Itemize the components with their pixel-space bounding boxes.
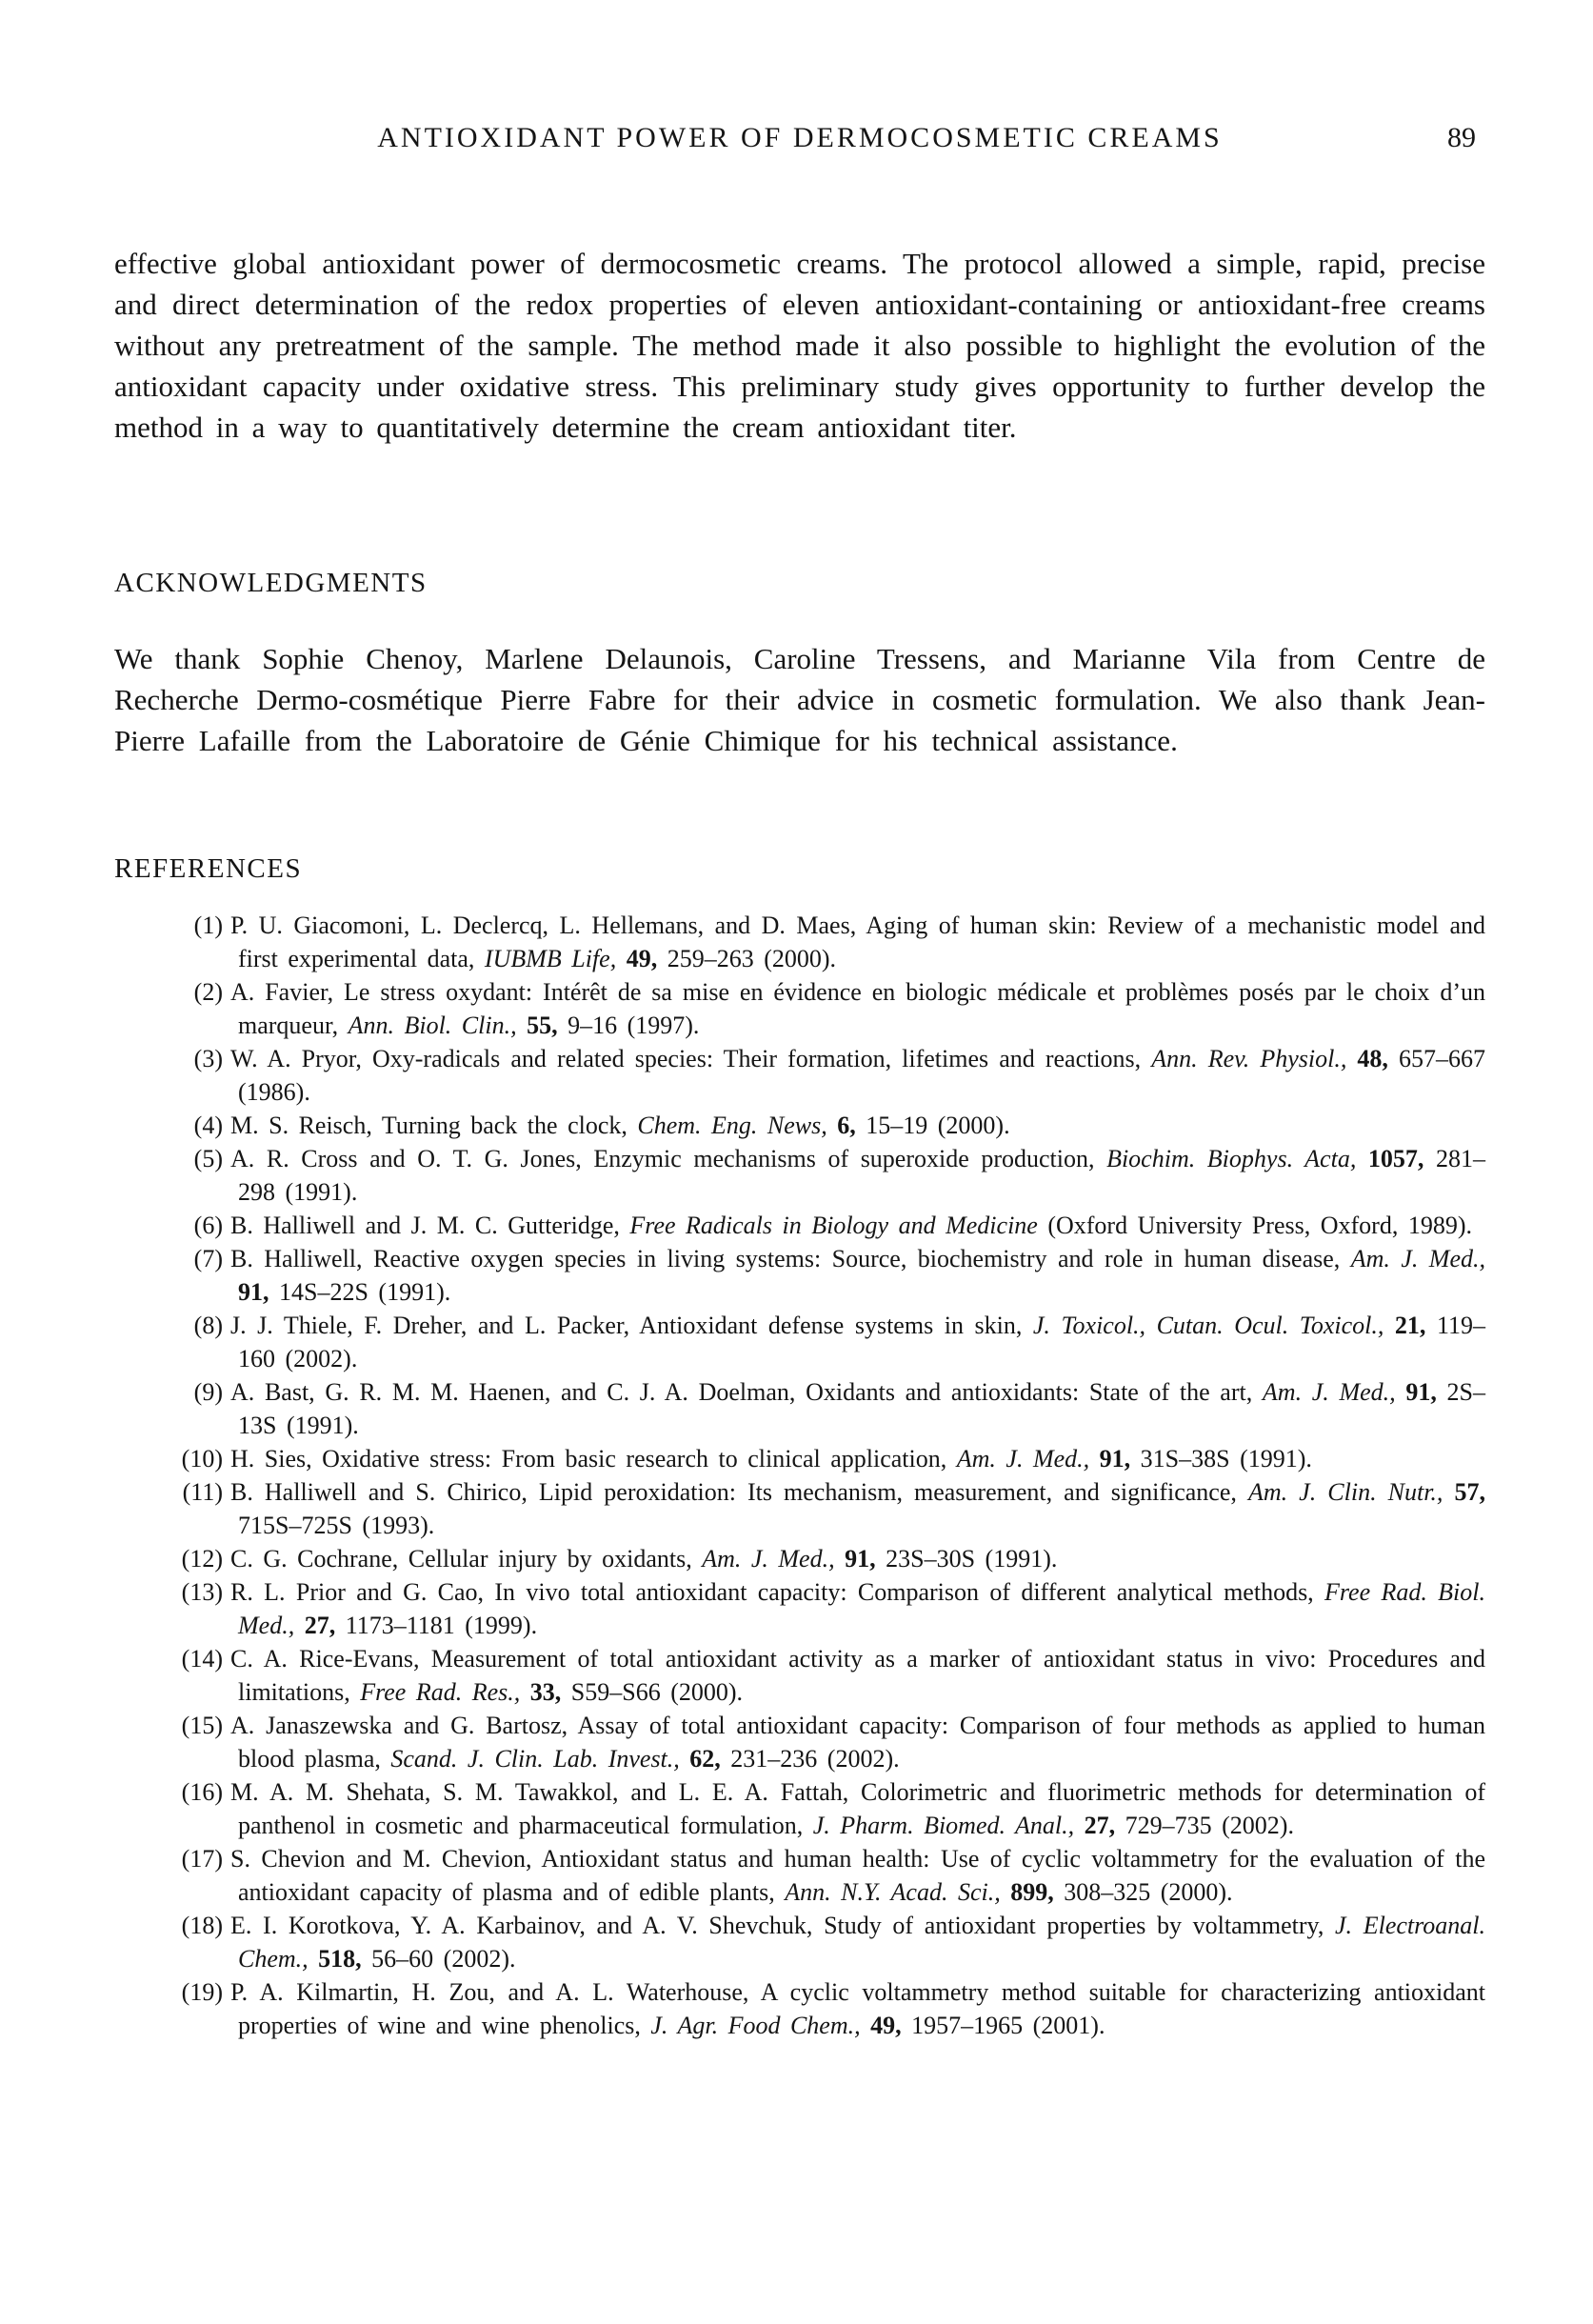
running-head — [114, 122, 1485, 154]
intro-paragraph: effective global antioxidant power of dermocosmetic creams. The protocol allowed a simple, rapid, precise and direct determination of the redox properties of eleven antioxidant-containing or antioxidant-free creams without any pretreatment of the sample. The method made it also possible to highlight the evolution of the antioxidant capacity under oxidative stress. This preliminary study gives opportunity to further develop the method in a way to quantitatively determine the cream antioxidant titer. — [114, 247, 1485, 444]
reference-item — [114, 1575, 1485, 1642]
acknowledgments-paragraph: We thank Sophie Chenoy, Marlene Delaunois, Caroline Tressens, and Marianne Vila from Centre de Recherche Dermo-cosmétique Pierre Fabre for their advice in cosmetic formulation. We also thank Jean-Pierre Lafaille from the Laboratoire de Génie Chimique for his technical assistance. — [114, 642, 1485, 757]
reference-item — [114, 1109, 1485, 1142]
reference-text: R. L. Prior and G. Cao, In vivo total antioxidant capacity: Comparison of different analytical methods, Free Rad. Biol. Med., 27, 1173–1181 (1999). — [230, 1578, 1485, 1639]
reference-item — [114, 1375, 1485, 1442]
reference-text: J. J. Thiele, F. Dreher, and L. Packer, Antioxidant defense systems in skin, J. Toxicol., Cutan. Ocul. Toxicol., 21, 119–160 (2002). — [230, 1312, 1485, 1372]
reference-item — [114, 1042, 1485, 1109]
reference-item — [114, 1142, 1485, 1209]
reference-text: W. A. Pryor, Oxy-radicals and related species: Their formation, lifetimes and reactions, Ann. Rev. Physiol., 48, 657–667 (1986). — [230, 1045, 1486, 1106]
page-number: 89 — [1447, 122, 1476, 153]
reference-text: M. A. M. Shehata, S. M. Tawakkol, and L. E. A. Fattah, Colorimetric and fluorimetric methods for determination of panthenol in cosmetic and pharmaceutical formulation, J. Pharm. Biomed. Anal., 27, 729–735 (2002). — [230, 1778, 1485, 1839]
reference-item — [114, 1775, 1485, 1842]
reference-number: (10) — [181, 1445, 223, 1473]
reference-number: (4) — [193, 1112, 223, 1139]
acknowledgments-heading: ACKNOWLEDGMENTS — [114, 568, 428, 598]
reference-number: (8) — [193, 1312, 223, 1339]
reference-text: M. S. Reisch, Turning back the clock, Chem. Eng. News, 6, 15–19 (2000). — [230, 1112, 1010, 1139]
reference-item — [114, 1909, 1485, 1975]
reference-text: B. Halliwell and S. Chirico, Lipid peroxidation: Its mechanism, measurement, and significance, Am. J. Clin. Nutr., 57, 715S–725S (1993). — [230, 1478, 1485, 1539]
reference-item — [114, 1642, 1485, 1709]
references-heading: REFERENCES — [114, 853, 303, 884]
reference-text: B. Halliwell, Reactive oxygen species in living systems: Source, biochemistry and role in human disease, Am. J. Med., 91, 14S–22S (1991). — [230, 1245, 1485, 1306]
running-head-title: ANTIOXIDANT POWER OF DERMOCOSMETIC CREAMS — [377, 122, 1223, 153]
reference-number: (2) — [193, 978, 223, 1006]
reference-text: A. Favier, Le stress oxydant: Intérêt de sa mise en évidence en biologic médicale et problèmes posés par le choix d’un marqueur, Ann. Biol. Clin., 55, 9–16 (1997). — [230, 978, 1485, 1039]
reference-item — [114, 1709, 1485, 1775]
reference-text: H. Sies, Oxidative stress: From basic research to clinical application, Am. J. Med., 91, 31S–38S (1991). — [230, 1445, 1312, 1473]
reference-text: P. A. Kilmartin, H. Zou, and A. L. Waterhouse, A cyclic voltammetry method suitable for characterizing antioxidant properties of wine and wine phenolics, J. Agr. Food Chem., 49, 1957–1965 (2001). — [230, 1978, 1485, 2039]
reference-number: (16) — [181, 1778, 223, 1806]
reference-text: C. A. Rice-Evans, Measurement of total antioxidant activity as a marker of antioxidant status in vivo: Procedures and limitations, Free Rad. Res., 33, S59–S66 (2000). — [230, 1645, 1485, 1706]
reference-number: (9) — [193, 1378, 223, 1406]
reference-item — [114, 1242, 1485, 1309]
reference-number: (11) — [182, 1478, 223, 1506]
reference-text: B. Halliwell and J. M. C. Gutteridge, Free Radicals in Biology and Medicine (Oxford University Press, Oxford, 1989). — [230, 1212, 1472, 1239]
reference-item — [114, 1842, 1485, 1909]
reference-item — [114, 909, 1485, 975]
reference-number: (3) — [193, 1045, 223, 1072]
reference-text: A. Janaszewska and G. Bartosz, Assay of total antioxidant capacity: Comparison of four methods as applied to human blood plasma, Scand. J. Clin. Lab. Invest., 62, 231–236 (2002). — [230, 1712, 1485, 1773]
reference-text: P. U. Giacomoni, L. Declercq, L. Hellemans, and D. Maes, Aging of human skin: Review of a mechanistic model and first experimental data, IUBMB Life, 49, 259–263 (2000). — [230, 912, 1485, 972]
reference-number: (7) — [193, 1245, 223, 1272]
reference-text: A. R. Cross and O. T. G. Jones, Enzymic mechanisms of superoxide production, Biochim. Biophys. Acta, 1057, 281–298 (1991). — [230, 1145, 1485, 1206]
reference-number: (14) — [181, 1645, 223, 1673]
reference-item — [114, 975, 1485, 1042]
reference-item — [114, 1542, 1485, 1575]
reference-item — [114, 1309, 1485, 1375]
reference-number: (13) — [181, 1578, 223, 1606]
reference-text: A. Bast, G. R. M. M. Haenen, and C. J. A. Doelman, Oxidants and antioxidants: State of the art, Am. J. Med., 91, 2S–13S (1991). — [230, 1378, 1486, 1439]
reference-number: (18) — [181, 1912, 223, 1939]
reference-number: (6) — [193, 1212, 223, 1239]
reference-item — [114, 1209, 1485, 1242]
reference-item — [114, 1442, 1485, 1475]
reference-text: E. I. Korotkova, Y. A. Karbainov, and A. V. Shevchuk, Study of antioxidant properties by voltammetry, J. Electroanal. Chem., 518, 56–60 (2002). — [230, 1912, 1486, 1973]
reference-number: (5) — [193, 1145, 223, 1172]
reference-text: C. G. Cochrane, Cellular injury by oxidants, Am. J. Med., 91, 23S–30S (1991). — [230, 1545, 1058, 1573]
reference-number: (17) — [181, 1845, 223, 1873]
reference-text: S. Chevion and M. Chevion, Antioxidant status and human health: Use of cyclic voltammetry for the evaluation of the antioxidant capacity of plasma and of edible plants, Ann. N.Y. Acad. Sci., 899, 308–325 (2000). — [230, 1845, 1485, 1906]
reference-item — [114, 1975, 1485, 2042]
reference-number: (19) — [181, 1978, 223, 2006]
reference-item — [114, 1475, 1485, 1542]
reference-number: (1) — [193, 912, 223, 939]
reference-number: (15) — [181, 1712, 223, 1739]
reference-number: (12) — [181, 1545, 223, 1573]
reference-list — [114, 909, 1485, 2042]
